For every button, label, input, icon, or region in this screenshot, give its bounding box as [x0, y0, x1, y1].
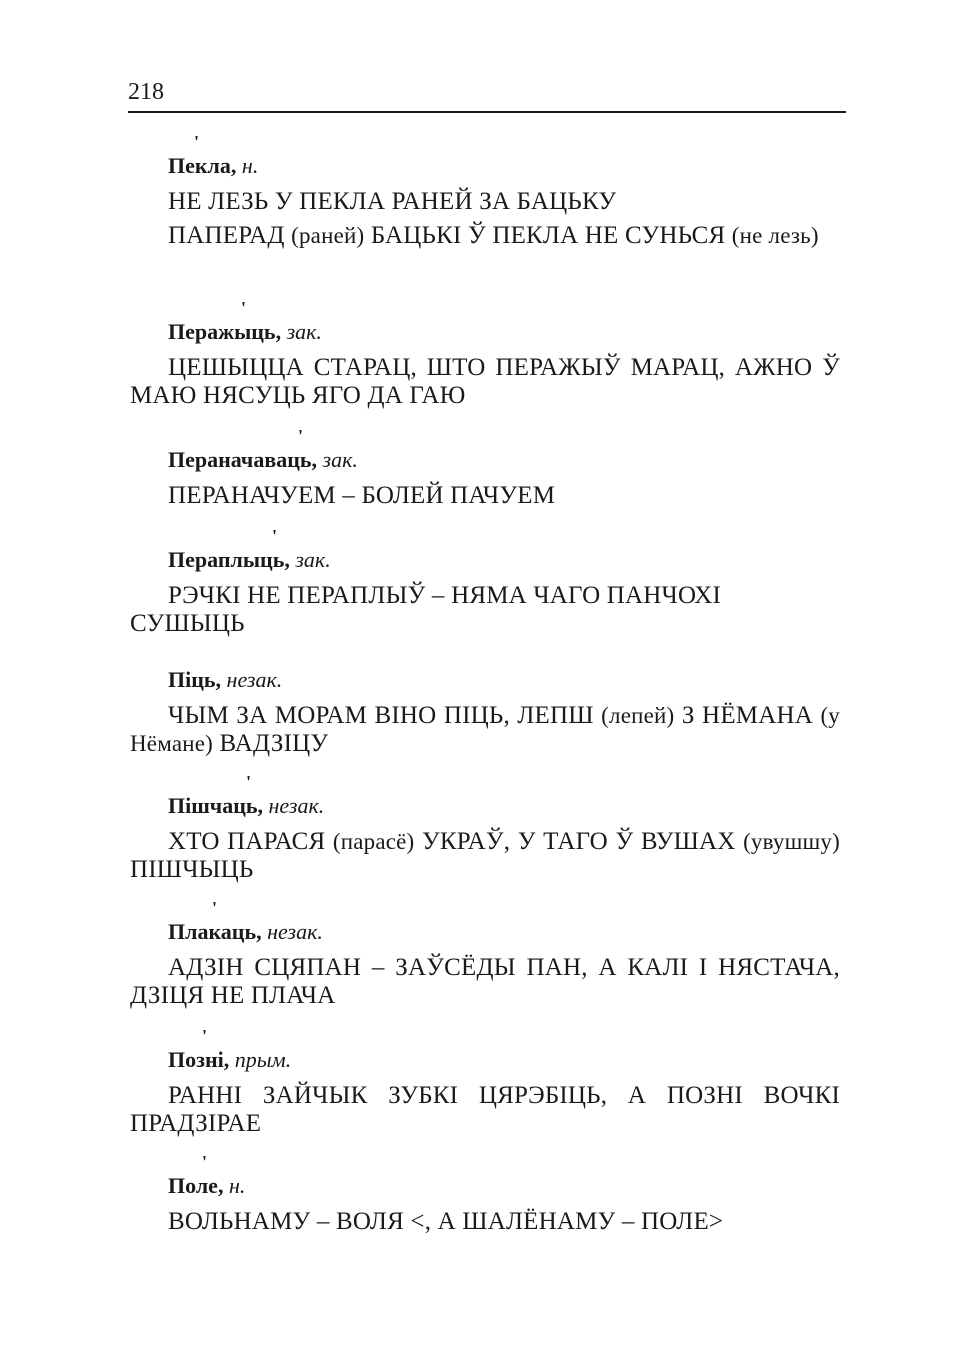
headword-line — [168, 772, 840, 820]
stress-mark: ' — [246, 772, 252, 792]
headword: Піць — [168, 667, 216, 692]
entry — [130, 426, 840, 510]
headword-separator: , — [275, 319, 287, 344]
proverb-fragment: ПЕРАНАЧУЕМ – БОЛЕЙ ПАЧУЕМ — [168, 482, 556, 509]
headword-separator: , — [217, 1173, 229, 1198]
proverb-text — [130, 1082, 840, 1138]
variant-gloss: (увушшу) — [743, 829, 840, 854]
proverb-text — [130, 702, 840, 758]
entry — [130, 298, 840, 410]
proverb-fragment: З НЁМАНА — [674, 702, 821, 729]
stress-mark: ' — [194, 132, 200, 152]
part-of-speech: зак. — [295, 547, 331, 572]
headword-line — [168, 666, 840, 694]
part-of-speech: зак. — [286, 319, 322, 344]
proverb-text — [130, 188, 840, 216]
entry — [130, 132, 840, 250]
headword: Плакаць — [168, 919, 257, 944]
entry — [130, 666, 840, 758]
proverb-fragment: РЭЧКІ НЕ ПЕРАПЛЫЎ – НЯМА ЧАГО ПАНЧОХІ СУШЫЦЬ — [130, 582, 722, 637]
stress-mark: ' — [212, 898, 218, 918]
proverb-text — [130, 482, 840, 510]
proverb-fragment: ВАДЗІЦУ — [213, 730, 329, 757]
headword-line — [168, 526, 840, 574]
headword-separator: , — [311, 447, 323, 472]
headword: Пішчаць — [168, 793, 258, 818]
headword: Перажыць — [168, 319, 276, 344]
variant-gloss: (раней) — [291, 223, 365, 248]
part-of-speech: незак. — [268, 793, 325, 818]
entry — [130, 1152, 840, 1236]
proverb-fragment: ЦЕШЫЦЦА СТАРАЦ, ШТО ПЕРАЖЫЎ МАРАЦ, АЖНО Ў МАЮ НЯСУЦЬ ЯГО ДА ГАЮ — [130, 354, 840, 409]
headword: Пераплыць — [168, 547, 285, 572]
proverb-fragment: АДЗІН СЦЯПАН – ЗАЎСЁДЫ ПАН, А КАЛІ І НЯСТАЧА, ДЗІЦЯ НЕ ПЛАЧА — [130, 954, 840, 1009]
part-of-speech: н. — [241, 153, 259, 178]
entry — [130, 526, 840, 638]
proverb-fragment: РАННІ ЗАЙЧЫК ЗУБКІ ЦЯРЭБІЦЬ, А ПОЗНІ ВОЧКІ ПРАДЗІРАЕ — [130, 1082, 840, 1137]
entry — [130, 772, 840, 884]
proverb-text — [130, 1208, 840, 1236]
proverb-fragment: ЧЫМ ЗА МОРАМ ВІНО ПІЦЬ, ЛЕПШ — [168, 702, 602, 729]
proverb-text — [130, 222, 840, 250]
headword-separator: , — [230, 153, 242, 178]
headword-separator: , — [256, 919, 268, 944]
headword-separator: , — [223, 1047, 235, 1072]
part-of-speech: зак. — [322, 447, 358, 472]
stress-mark: ' — [202, 1026, 208, 1046]
part-of-speech: прым. — [234, 1047, 292, 1072]
proverb-text — [130, 828, 840, 884]
entry — [130, 898, 840, 1010]
headword-separator: , — [215, 667, 227, 692]
headword-separator: , — [257, 793, 269, 818]
variant-gloss: (у Нёмане) — [130, 703, 841, 756]
proverb-fragment: ХТО ПАРАСЯ — [168, 828, 333, 855]
variant-gloss: (лепей) — [601, 703, 675, 728]
variant-gloss: (парасё) — [332, 829, 415, 854]
headword-separator: , — [284, 547, 296, 572]
headword: Пекла — [168, 153, 231, 178]
headword: Позні — [168, 1047, 224, 1072]
headword-line — [168, 898, 840, 946]
proverb-fragment: УКРАЎ, У ТАГО Ў ВУШАХ — [414, 828, 744, 855]
entry — [130, 1026, 840, 1138]
page-number: 218 — [128, 79, 164, 105]
proverb-fragment: НЕ ЛЕЗЬ У ПЕКЛА РАНЕЙ ЗА БАЦЬКУ — [168, 188, 617, 215]
stress-mark: ' — [298, 426, 304, 446]
part-of-speech: н. — [228, 1173, 246, 1198]
headword: Пераначаваць — [168, 447, 312, 472]
headword-line — [168, 1152, 840, 1200]
part-of-speech: незак. — [226, 667, 283, 692]
headword-line — [168, 426, 840, 474]
variant-gloss: (не лезь) — [731, 223, 819, 248]
stress-mark: ' — [272, 526, 278, 546]
headword-line — [168, 132, 840, 180]
headword: Поле — [168, 1173, 218, 1198]
header-rule — [128, 111, 846, 113]
proverb-fragment: ПАПЕРАД — [168, 222, 292, 249]
proverb-fragment: ВОЛЬНАМУ – ВОЛЯ <, А ШАЛЁНАМУ – ПОЛЕ> — [168, 1208, 724, 1235]
headword-line — [168, 298, 840, 346]
proverb-fragment: БАЦЬКІ Ў ПЕКЛА НЕ СУНЬСЯ — [364, 222, 732, 249]
proverb-fragment: ПІШЧЫЦЬ — [130, 856, 254, 883]
proverb-text — [130, 582, 840, 638]
stress-mark: ' — [241, 298, 247, 318]
stress-mark: ' — [202, 1152, 208, 1172]
proverb-text — [130, 954, 840, 1010]
headword-line — [168, 1026, 840, 1074]
proverb-text — [130, 354, 840, 410]
part-of-speech: незак. — [267, 919, 323, 944]
